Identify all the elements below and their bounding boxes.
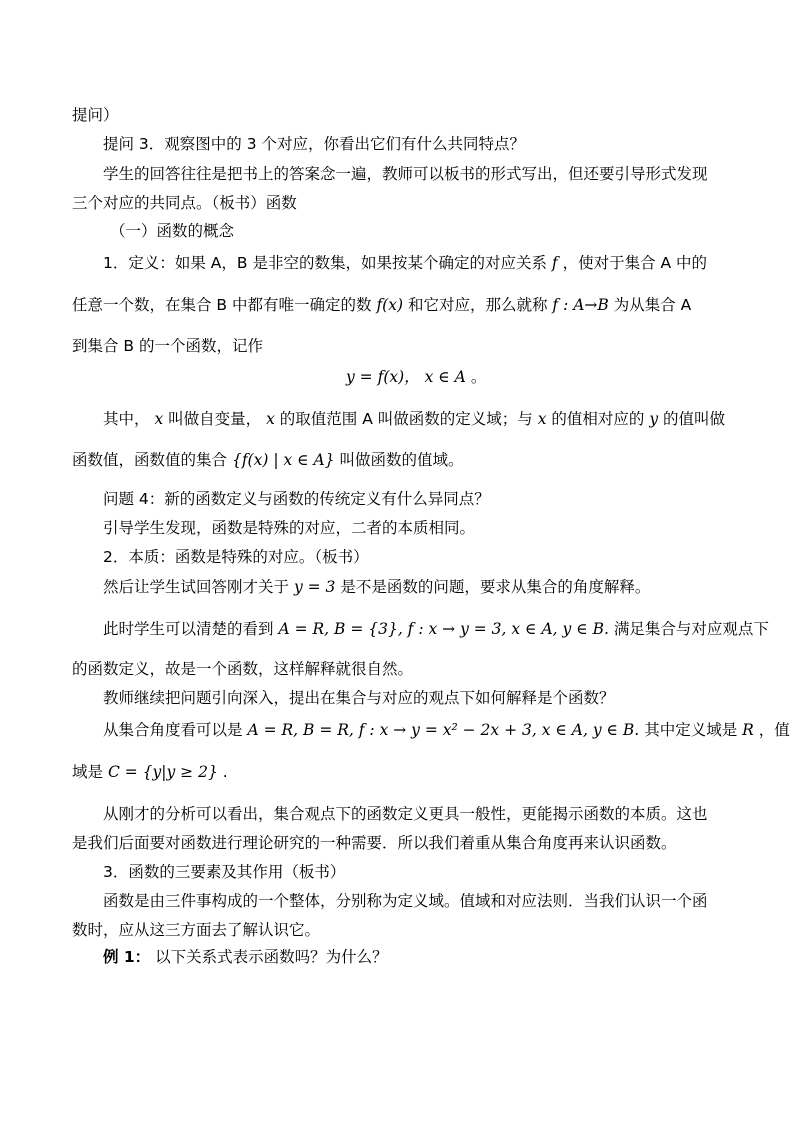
question-4	[103, 488, 490, 510]
text: 的值叫做	[663, 410, 726, 428]
text: 是我们后面要对函数进行理论研究的一种需要．所以我们着重从集合角度再来认识函数。	[72, 834, 677, 852]
paragraph-line	[72, 761, 228, 783]
text: 为从集合 A	[613, 296, 692, 314]
paragraph-line	[103, 803, 708, 825]
text: 。	[470, 368, 487, 386]
text: 提问 3．观察图中的 3 个对应，你看出它们有什么共同特点？	[103, 135, 526, 153]
math-mapping: f : A→B	[552, 296, 609, 314]
text: 学生的回答往往是把书上的答案念一遍，教师可以板书的形式写出，但还要引导形式发现	[103, 165, 708, 183]
paragraph-line	[103, 517, 475, 539]
text: 的取值范围 A 叫做函数的定义域；与	[279, 410, 533, 428]
text: 引导学生发现，函数是特殊的对应，二者的本质相同。	[103, 519, 476, 537]
paragraph-line	[103, 890, 708, 912]
text: 函数值，函数值的集合	[72, 451, 228, 469]
math-quadratic-mapping: A = R, B = R, f : x → y = x² − 2x + 3, x ∈ A, y ∈ B.	[247, 721, 640, 739]
text: ，使对于集合 A 中的	[562, 254, 708, 272]
math-range-c: C = {y|y ≥ 2}	[107, 763, 218, 781]
text: 三个对应的共同点。（板书）函数	[72, 194, 297, 212]
text: 叫做函数的值域。	[339, 451, 464, 469]
definition-line	[103, 252, 707, 274]
paragraph-line	[103, 719, 790, 741]
definition-line	[72, 294, 691, 316]
text: 域是	[72, 763, 104, 781]
text: （一）函数的概念	[110, 222, 235, 240]
text: 3．函数的三要素及其作用（板书）	[103, 863, 346, 881]
paragraph-line	[72, 832, 677, 854]
paragraph-line	[72, 104, 119, 126]
example-1	[103, 946, 388, 968]
text: 到集合 B 的一个函数，记作	[72, 337, 263, 355]
question-3	[103, 133, 525, 155]
paragraph-line	[72, 919, 320, 941]
text: 从集合角度看可以是	[103, 721, 243, 739]
paragraph-line	[103, 618, 769, 640]
text: 1．定义：如果 A，B 是非空的数集，如果按某个确定的对应关系	[103, 254, 547, 272]
math-range-set: {f(x) | x ∈ A}	[231, 451, 335, 469]
text: ，值	[758, 721, 790, 739]
paragraph-line	[72, 658, 413, 680]
paragraph-line	[103, 687, 615, 709]
math-r: R	[742, 721, 754, 739]
text: 和它对应，那么就称	[407, 296, 548, 314]
text: 任意一个数，在集合 B 中都有唯一确定的数	[72, 296, 372, 314]
math-f: f	[551, 254, 558, 272]
math-y-eq-3: y = 3	[293, 578, 336, 596]
text: 2．本质：函数是特殊的对应。（板书）	[103, 548, 369, 566]
definition-line	[72, 335, 263, 357]
paragraph-line	[103, 163, 708, 185]
text: 问题 4：新的函数定义与函数的传统定义有什么异同点？	[103, 490, 490, 508]
math-y: y	[649, 410, 659, 428]
section-heading	[110, 220, 234, 242]
paragraph-line	[103, 576, 650, 598]
math-fx: f(x)	[376, 296, 404, 314]
text: .	[222, 763, 228, 781]
text: 是不是函数的问题，要求从集合的角度解释。	[340, 578, 651, 596]
text: 然后让学生试回答刚才关于	[103, 578, 290, 596]
math-set-mapping: A = R, B = {3}, f : x → y = 3, x ∈ A, y ∈ B.	[278, 620, 609, 638]
definition-line	[72, 449, 464, 471]
text: 从刚才的分析可以看出，集合观点下的函数定义更具一般性，更能揭示函数的本质。这也	[103, 805, 708, 823]
text: 函数是由三件事构成的一个整体，分别称为定义域。值域和对应法则．当我们认识一个函	[103, 892, 708, 910]
math-x: x	[154, 410, 164, 428]
text: 数时，应从这三方面去了解认识它。	[72, 921, 321, 939]
example-label: 例 1：	[103, 948, 151, 966]
text: 的函数定义，故是一个函数，这样解释就很自然。	[72, 660, 414, 678]
math-x: x	[266, 410, 275, 428]
text: 的值相对应的	[551, 410, 645, 428]
paragraph-line	[72, 192, 297, 214]
text: 其中定义域是	[644, 721, 738, 739]
text: 提问）	[72, 106, 119, 124]
paragraph-line	[103, 861, 345, 883]
definition-line	[103, 408, 725, 430]
text: 其中，	[103, 410, 150, 428]
math-x: x	[537, 410, 547, 428]
math-formula: y = f(x)， x ∈ A	[346, 368, 466, 386]
paragraph-line	[103, 546, 369, 568]
text: 满足集合与对应观点下	[613, 620, 769, 638]
text: 叫做自变量，	[168, 410, 262, 428]
text: 此时学生可以清楚的看到	[103, 620, 274, 638]
text: 以下关系式表示函数吗？为什么？	[155, 948, 388, 966]
formula-line	[346, 366, 486, 388]
text: 教师继续把问题引向深入，提出在集合与对应的观点下如何解释是个函数？	[103, 689, 615, 707]
